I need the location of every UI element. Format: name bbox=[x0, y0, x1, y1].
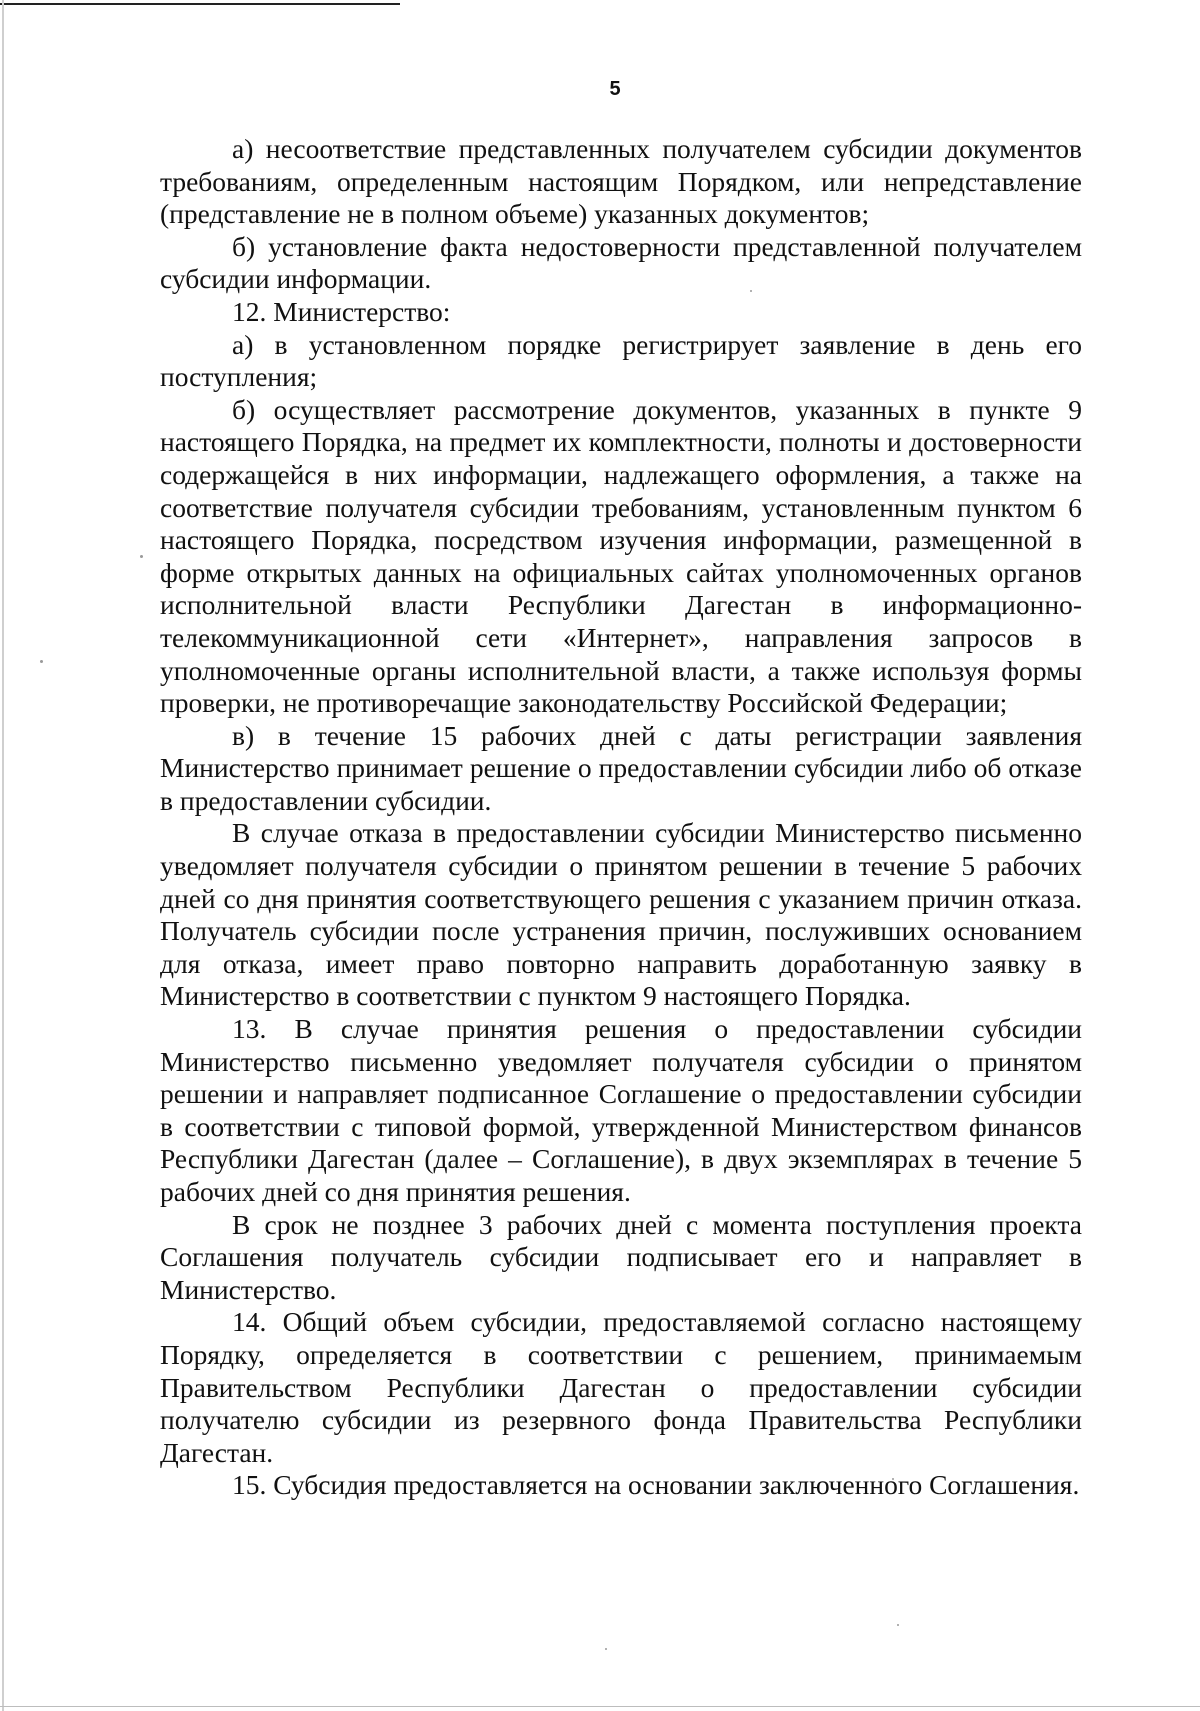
paragraph-refusal: В случае отказа в предоставлении субсидии Министерство письменно уведомляет получателя субсидии о принятом решении в течение 5 рабочих дней со дня принятия соответствующего решения с указанием причин отказа. Получатель субсидии после устранения причин, послуживших основанием для отказа, имеет право повторно направить доработанную заявку в Министерство в соответствии с пунктом 9 настоящего Порядка. bbox=[160, 817, 1082, 1012]
paragraph-11a: а) несоответствие представленных получателем субсидии документов требованиям, определенным настоящим Порядком, или непредставление (представление не в полном объеме) указанных документов; bbox=[160, 133, 1082, 230]
paragraph-13-deadline: В срок не позднее 3 рабочих дней с момента поступления проекта Соглашения получатель субсидии подписывает его и направляет в Министерство. bbox=[160, 1208, 1082, 1305]
document-body bbox=[160, 133, 1082, 1502]
paragraph-15: 15. Субсидия предоставляется на основании заключенного Соглашения. bbox=[232, 1469, 1080, 1501]
scan-edge-bottom bbox=[0, 1706, 1200, 1707]
paragraph-12c: в) в течение 15 рабочих дней с даты регистрации заявления Министерство принимает решение о предоставлении субсидии либо об отказе в предоставлении субсидии. bbox=[160, 719, 1082, 816]
scan-speck bbox=[140, 555, 143, 558]
scan-speck bbox=[605, 1648, 607, 1650]
paragraph-12-heading: 12. Министерство: bbox=[232, 295, 451, 327]
scan-speck bbox=[897, 1624, 899, 1626]
paragraph-13: 13. В случае принятия решения о предоставлении субсидии Министерство письменно уведомляет получателя субсидии о принятом решении и направляет подписанное Соглашение о предоставлении субсидии в соответствии с типовой формой, утвержденной Министерством финансов Республики Дагестан (далее – Соглашение), в двух экземплярах в течение 5 рабочих дней со дня принятия решения. bbox=[160, 1013, 1082, 1207]
scan-edge-top bbox=[0, 3, 400, 5]
paragraph-12b: б) осуществляет рассмотрение документов, указанных в пункте 9 настоящего Порядка, на предмет их комплектности, полноты и достоверности содержащейся в них информации, надлежащего оформления, а также на соответствие получателя субсидии требованиям, установленным пунктом 6 настоящего Порядка, посредством изучения информации, размещенной в форме открытых данных на официальных сайтах уполномоченных органов исполнительной власти Республики Дагестан в информационно-телекоммуникационной сети «Интернет», направления запросов в уполномоченные органы исполнительной власти, а также используя формы проверки, не противоречащие законодательству Российской Федерации; bbox=[160, 393, 1082, 719]
scan-edge-left bbox=[2, 0, 4, 1711]
paragraph-12a: а) в установленном порядке регистрирует заявление в день его поступления; bbox=[160, 328, 1082, 393]
page-number: 5 bbox=[609, 78, 621, 100]
paragraph-14: 14. Общий объем субсидии, предоставляемой согласно настоящему Порядку, определяется в соответствии с решением, принимаемым Правительством Республики Дагестан о предоставлении субсидии получателю субсидии из резервного фонда Правительства Республики Дагестан. bbox=[160, 1306, 1082, 1468]
paragraph-11b: б) установление факта недостоверности представленной получателем субсидии информации. bbox=[160, 230, 1082, 295]
scan-speck bbox=[40, 660, 43, 663]
